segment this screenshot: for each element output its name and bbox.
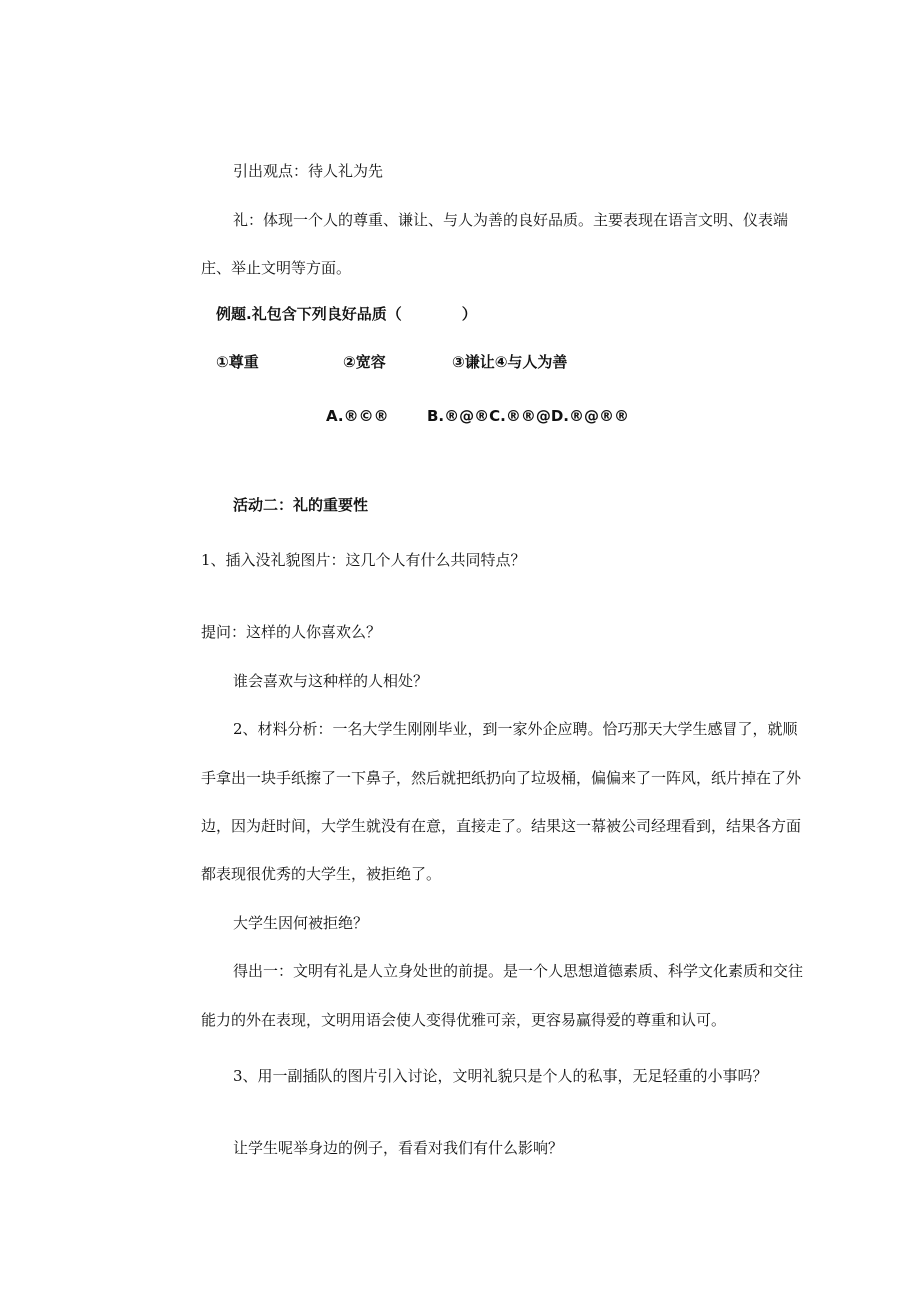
- answer-a: A.®©®: [326, 407, 389, 425]
- item-2-line-1: 2、材料分析：一名大学生刚刚毕业，到一家外企应聘。恰巧那天大学生感冒了，就顺: [233, 720, 798, 738]
- question-1: 提问：这样的人你喜欢么？: [201, 623, 382, 641]
- option-1: ①尊重: [216, 353, 259, 371]
- activity-two-heading: 活动二：礼的重要性: [233, 496, 369, 514]
- item-1: 1、插入没礼貌图片：这几个人有什么共同特点？: [201, 551, 526, 569]
- question-2: 谁会喜欢与这种样的人相处？: [233, 672, 429, 690]
- option-2: ②宽容: [343, 353, 386, 371]
- item-3: 3、用一副插队的图片引入讨论，文明礼貌只是个人的私事，无足轻重的小事吗？: [233, 1067, 768, 1085]
- example-question-title: 例题.礼包含下列良好品质（ ）: [216, 305, 477, 323]
- item-3-follow-up: 让学生呢举身边的例子，看看对我们有什么影响？: [233, 1139, 564, 1157]
- li-definition-line-2: 庄、举止文明等方面。: [201, 259, 352, 277]
- item-2-line-4: 都表现很优秀的大学生，被拒绝了。: [201, 865, 442, 883]
- conclusion-line-2: 能力的外在表现，文明用语会使人变得优雅可亲，更容易赢得爱的尊重和认可。: [201, 1011, 727, 1029]
- option-3-4: ③谦让④与人为善: [452, 353, 568, 371]
- item-2-line-3: 边，因为赶时间，大学生就没有在意，直接走了。结果这一幕被公司经理看到，结果各方面: [201, 817, 802, 835]
- why-rejected-question: 大学生因何被拒绝？: [233, 914, 369, 932]
- li-definition-line-1: 礼：体现一个人的尊重、谦让、与人为善的良好品质。主要表现在语言文明、仪表端: [233, 211, 789, 229]
- item-2-line-2: 手拿出一块手纸擦了一下鼻子，然后就把纸扔向了垃圾桶，偏偏来了一阵风，纸片掉在了外: [201, 769, 802, 787]
- answer-b-c-d: B.®@®C.®®@D.®@®®: [427, 407, 629, 425]
- conclusion-line-1: 得出一：文明有礼是人立身处世的前提。是一个人思想道德素质、科学文化素质和交往: [233, 962, 804, 980]
- intro-point: 引出观点：待人礼为先: [233, 162, 384, 180]
